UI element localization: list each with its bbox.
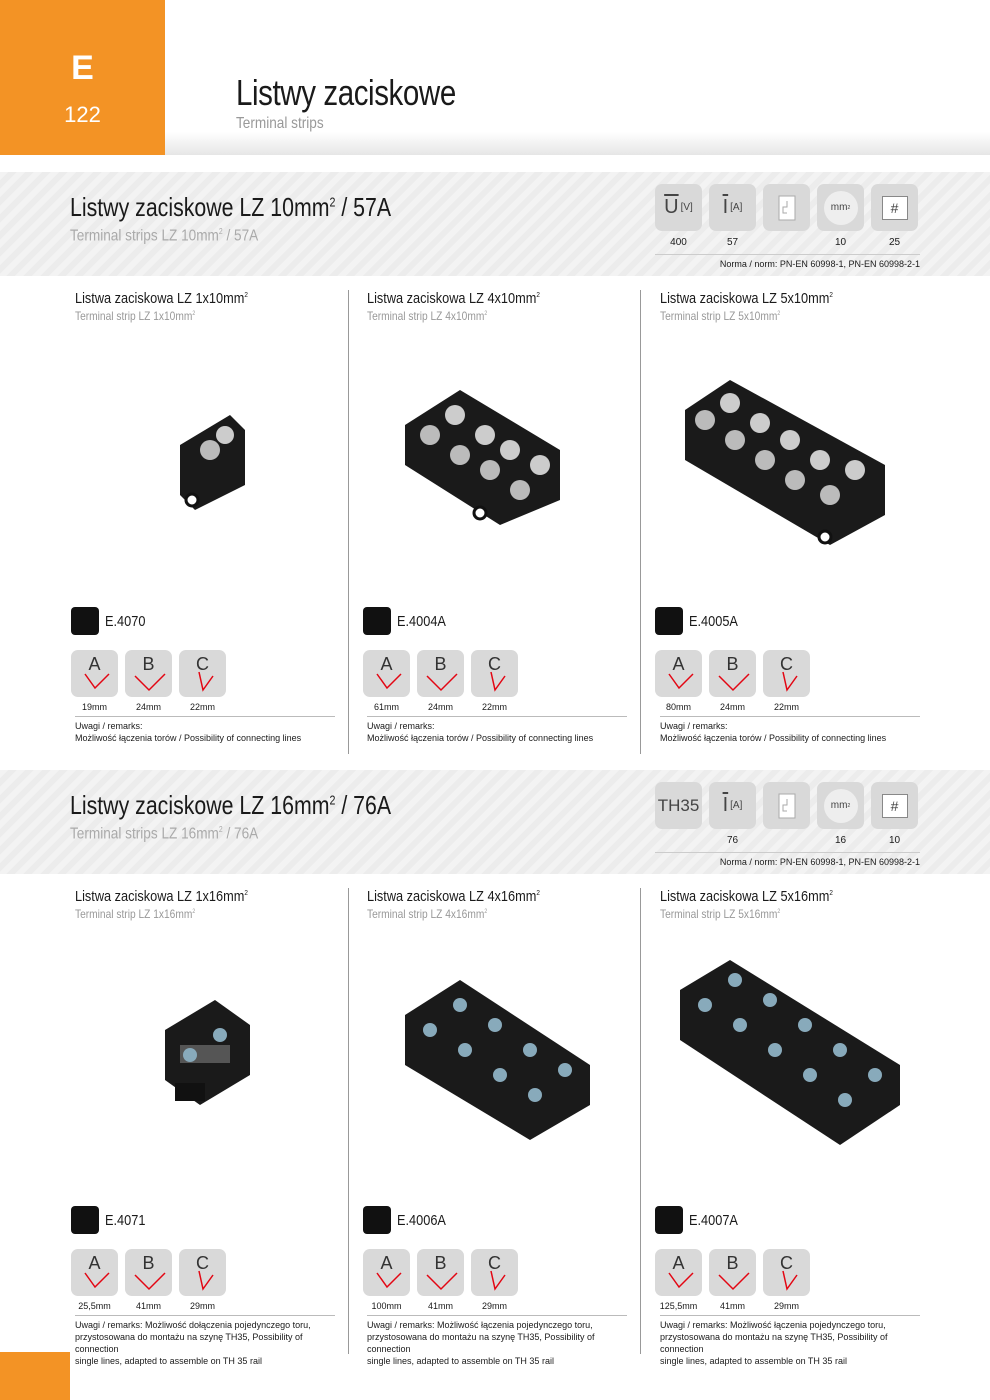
column-divider (640, 290, 641, 754)
terminal-icon (763, 782, 810, 829)
page-subtitle: Terminal strips (236, 115, 324, 132)
dimension-icons (71, 1249, 226, 1296)
color-swatch (363, 607, 391, 635)
color-swatch (71, 1206, 99, 1234)
section-title: Listwy zaciskowe LZ $16mm^2 / 76A$ (70, 790, 392, 820)
spec-value: 25 (888, 237, 901, 248)
dimension-b-icon: B (417, 650, 464, 697)
dimension-a-icon: A (71, 650, 118, 697)
product-code: E.4004A (397, 612, 446, 630)
product-code: E.4005A (689, 612, 738, 630)
dimension-a-icon: A (71, 1249, 118, 1296)
product-code: E.4007A (689, 1211, 738, 1229)
dimension-values: 80mm 24mm 22mm (665, 702, 799, 712)
product-image (160, 995, 255, 1110)
column-divider (348, 290, 349, 754)
remarks: Uwagi / remarks: Możliwość łączenia torów / Possibility of connecting lines (660, 716, 920, 744)
norm-text: Norma / norm: PN-EN 60998-1, PN-EN 60998-2-1 (655, 254, 920, 269)
product-code: E.4006A (397, 1211, 446, 1229)
dimension-icons (363, 1249, 518, 1296)
product-header: Listwa zaciskowa LZ $1x16mm^2$ Terminal strip LZ $1x16mm^2$ (75, 888, 248, 921)
spec-value: 10 (834, 237, 847, 248)
page-number: 122 (64, 102, 101, 127)
dimension-b-icon: B (709, 650, 756, 697)
product-header: Listwa zaciskowa LZ $4x16mm^2$ Terminal strip LZ $4x16mm^2$ (367, 888, 540, 921)
product-header: Listwa zaciskowa LZ $4x10mm^2$ Terminal strip LZ $4x10mm^2$ (367, 290, 540, 323)
product-code-row (655, 607, 747, 635)
section-tab (0, 0, 165, 155)
color-swatch (363, 1206, 391, 1234)
dimension-icons (363, 650, 518, 697)
product-image (400, 385, 565, 525)
package-icon: # (871, 184, 918, 231)
norm-text: Norma / norm: PN-EN 60998-1, PN-EN 60998-2-1 (655, 852, 920, 867)
dimension-c-icon: C (763, 650, 810, 697)
color-swatch (655, 1206, 683, 1234)
section-subtitle: Terminal strips LZ $10mm^2 / 57A$ (70, 227, 259, 245)
spec-value: 10 (888, 835, 901, 846)
product-header: Listwa zaciskowa LZ $1x10mm^2$ Terminal strip LZ $1x10mm^2$ (75, 290, 248, 323)
dimension-c-icon: C (763, 1249, 810, 1296)
product-code-row (363, 1206, 455, 1234)
dimension-icons (71, 650, 226, 697)
color-swatch (71, 607, 99, 635)
footer-tab (0, 1352, 70, 1400)
product-code-row (655, 1206, 747, 1234)
remarks: Uwagi / remarks: Możliwość dołączenia pojedynczego toru, przystosowana do montażu na szynę TH35, Possibility of connection single lines, adapted to assemble on TH 35 rail (75, 1315, 335, 1367)
product-code-row (363, 607, 455, 635)
section-subtitle: Terminal strips LZ $16mm^2 / 76A$ (70, 825, 259, 843)
page-title: Listwy zaciskowe (236, 72, 456, 113)
spec-panel (655, 782, 920, 867)
product-image (680, 375, 890, 550)
spec-value (763, 835, 810, 846)
dimension-icons (655, 650, 810, 697)
dimension-b-icon: B (125, 1249, 172, 1296)
product-code-row (71, 607, 153, 635)
column-divider (348, 888, 349, 1354)
remarks: Uwagi / remarks: Możliwość łączenia torów / Possibility of connecting lines (75, 716, 335, 744)
dimension-values: 61mm 24mm 22mm (373, 702, 507, 712)
product-code-row (71, 1206, 153, 1234)
dimension-a-icon: A (655, 1249, 702, 1296)
dimension-icons (655, 1249, 810, 1296)
remarks: Uwagi / remarks: Możliwość łączenia pojedynczego toru, przystosowana do montażu na szynę TH35, Possibility of connection single lines, adapted to assemble on TH 35 rail (660, 1315, 920, 1367)
remarks: Uwagi / remarks: Możliwość łączenia pojedynczego toru, przystosowana do montażu na szynę TH35, Possibility of connection single lines, adapted to assemble on TH 35 rail (367, 1315, 627, 1367)
color-swatch (655, 607, 683, 635)
spec-value: 57 (726, 237, 739, 248)
product-code: E.4071 (105, 1211, 146, 1229)
product-header: Listwa zaciskowa LZ $5x10mm^2$ Terminal strip LZ $5x10mm^2$ (660, 290, 833, 323)
column-divider (640, 888, 641, 1354)
cross-section-icon: mm 2 (817, 184, 864, 231)
voltage-icon: $\overline{U}$ [V] (655, 184, 702, 231)
dimension-c-icon: C (471, 1249, 518, 1296)
dimension-values: 100mm 41mm 29mm (371, 1301, 507, 1311)
dimension-c-icon: C (471, 650, 518, 697)
spec-value (655, 835, 702, 846)
product-code: E.4070 (105, 612, 146, 630)
package-icon: # (871, 782, 918, 829)
remarks: Uwagi / remarks: Możliwość łączenia torów / Possibility of connecting lines (367, 716, 627, 744)
rail-icon: TH35 (655, 782, 702, 829)
spec-value (763, 237, 810, 248)
terminal-icon (763, 184, 810, 231)
product-image (170, 405, 255, 515)
spec-panel (655, 184, 920, 269)
dimension-a-icon: A (363, 650, 410, 697)
dimension-a-icon: A (363, 1249, 410, 1296)
product-header: Listwa zaciskowa LZ $5x16mm^2$ Terminal strip LZ $5x16mm^2$ (660, 888, 833, 921)
product-image (400, 975, 595, 1145)
spec-value: 400 (670, 237, 687, 248)
dimension-c-icon: C (179, 1249, 226, 1296)
dimension-values: 125,5mm 41mm 29mm (659, 1301, 799, 1311)
dimension-b-icon: B (709, 1249, 756, 1296)
dimension-a-icon: A (655, 650, 702, 697)
dimension-c-icon: C (179, 650, 226, 697)
dimension-values: 19mm 24mm 22mm (81, 702, 215, 712)
dimension-b-icon: B (125, 650, 172, 697)
dimension-values: 25,5mm 41mm 29mm (78, 1301, 215, 1311)
product-image (675, 955, 905, 1150)
spec-value: 76 (726, 835, 739, 846)
section-title: Listwy zaciskowe LZ $10mm^2 / 57A$ (70, 192, 392, 222)
cross-section-icon: mm 2 (817, 782, 864, 829)
current-icon: $\overline{I}$ [A] (709, 782, 756, 829)
current-icon: $\overline{I}$ [A] (709, 184, 756, 231)
section-letter: E (71, 49, 94, 87)
spec-value: 16 (834, 835, 847, 846)
dimension-b-icon: B (417, 1249, 464, 1296)
